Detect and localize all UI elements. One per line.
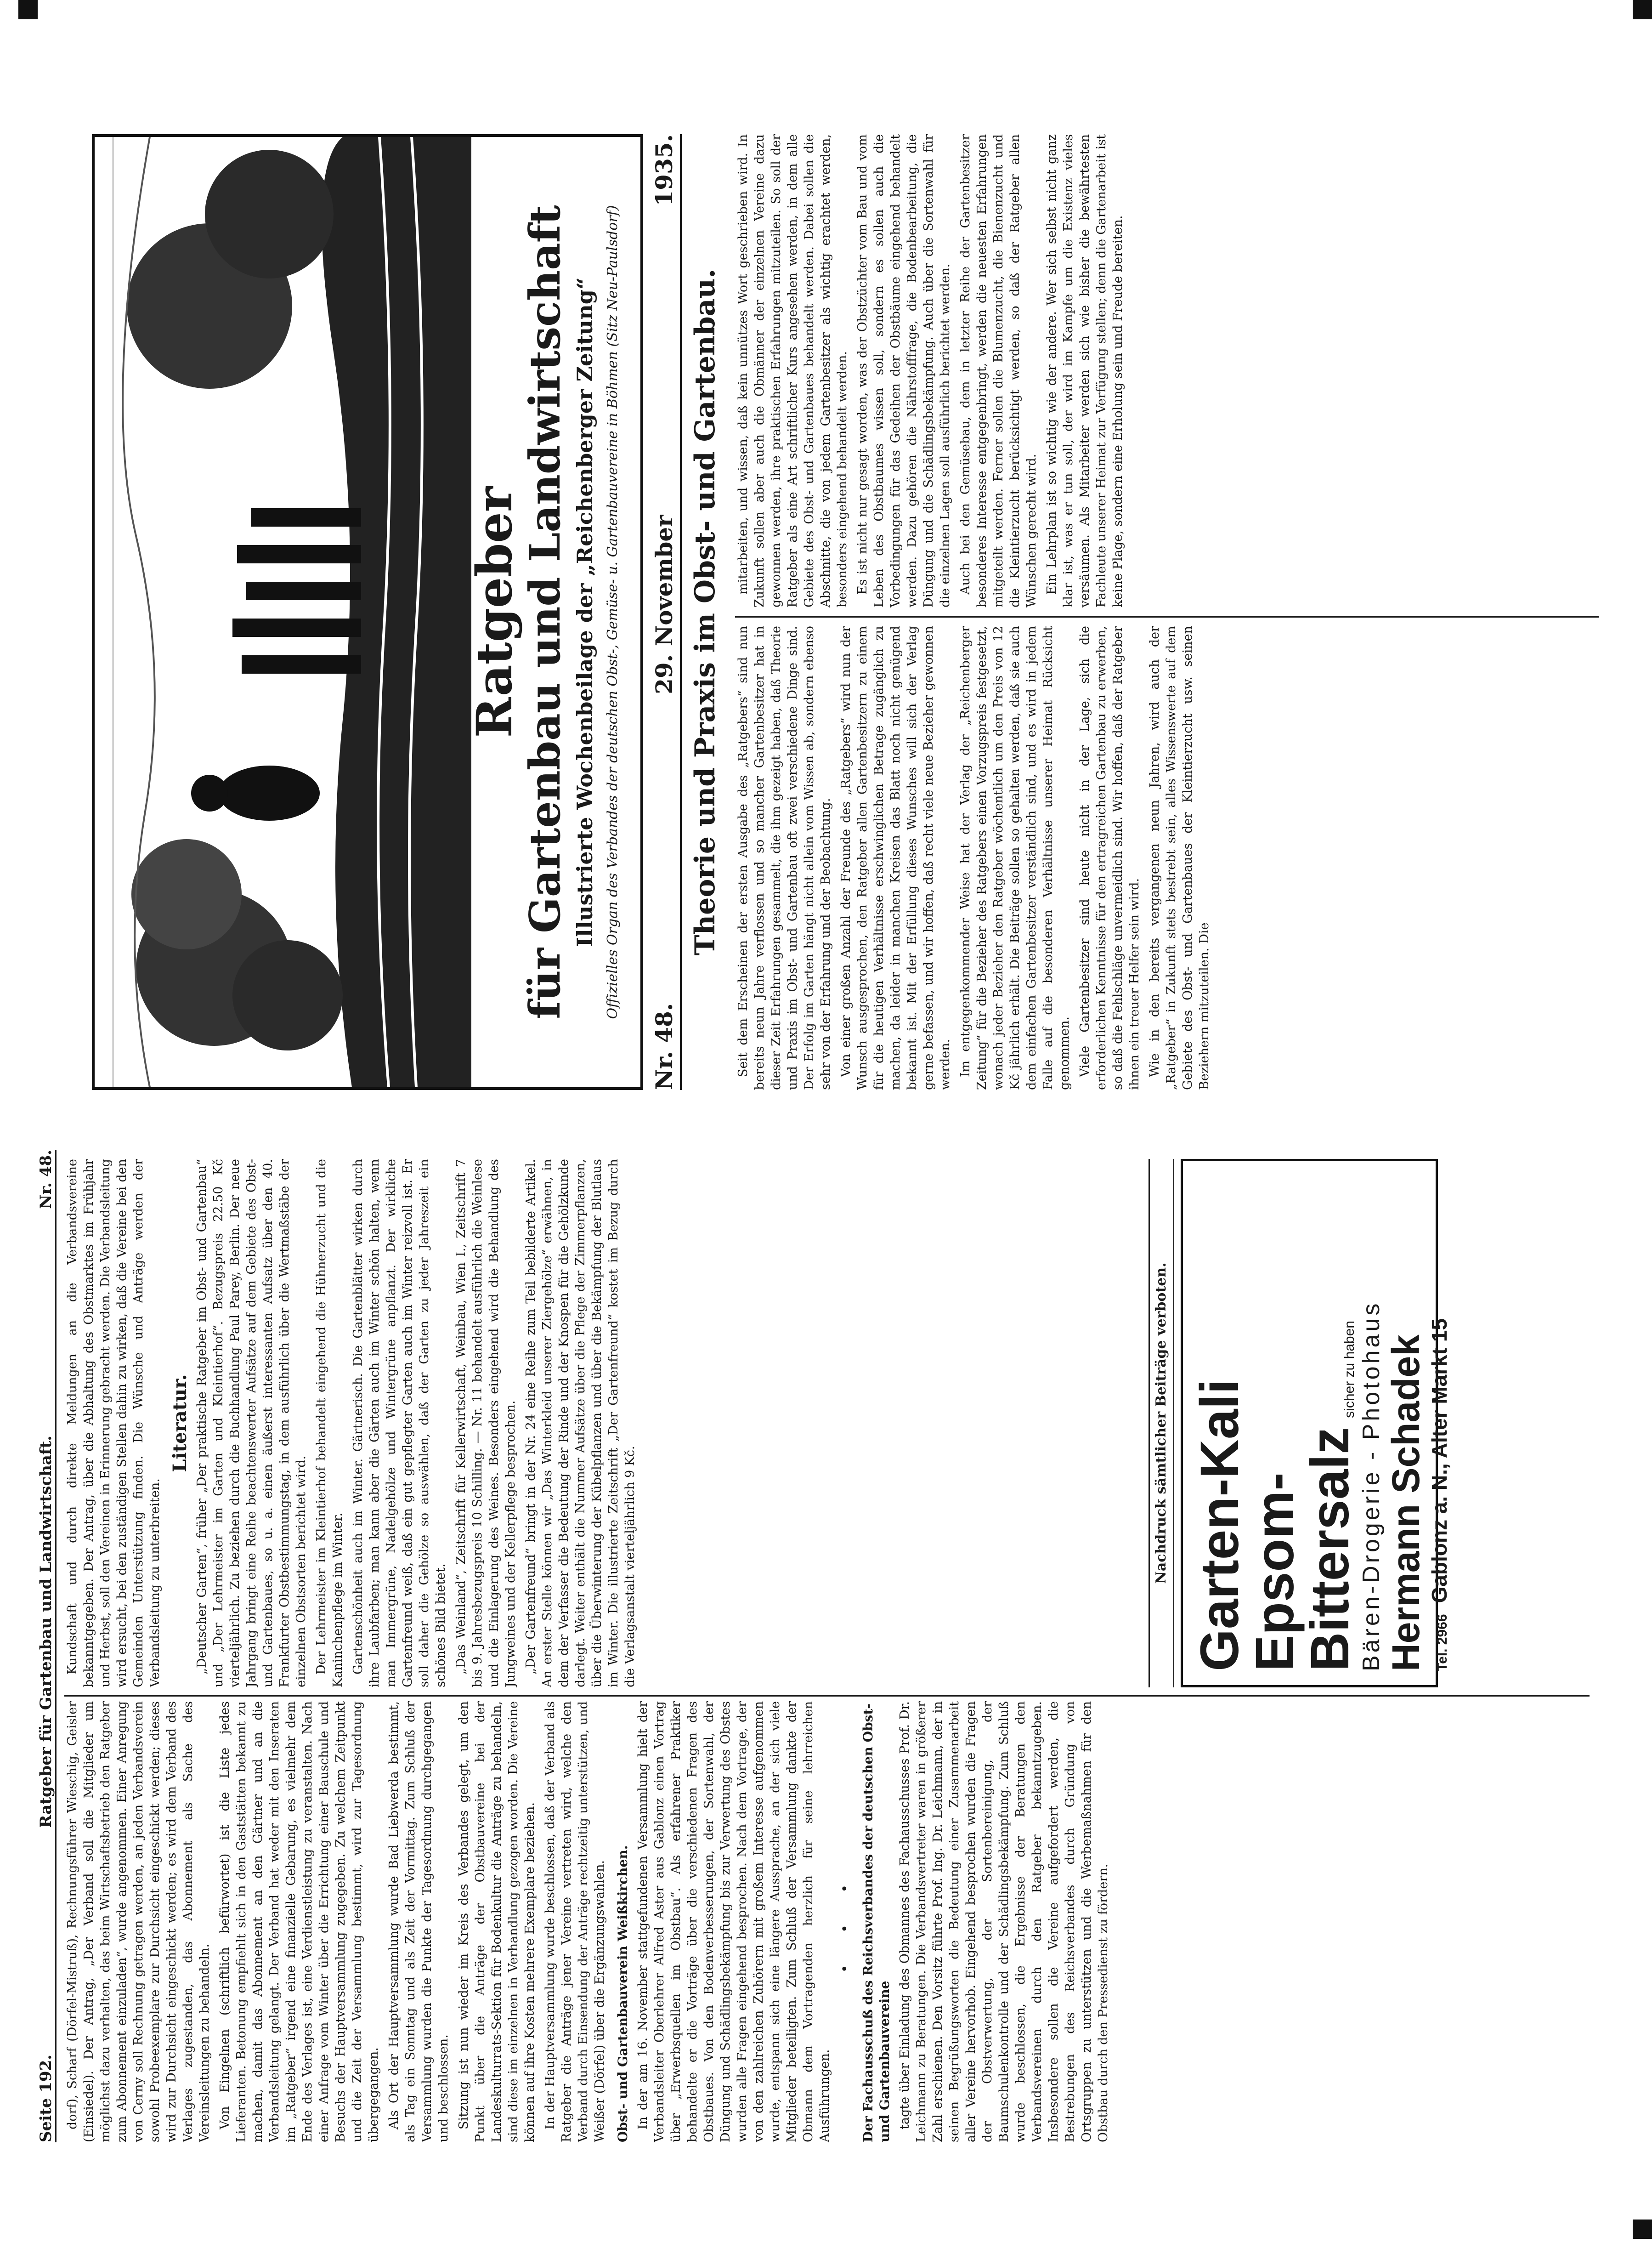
paragraph: Ein Lehrplan ist so wichtig wie der andere. Wer sich selbst nicht ganz klar ist, was er tun soll, der wird im Kampfe um die Existenz vieles versäumen. Als Mitarbeiter werden sich wie bisher die bewährtesten Fachleute unserer Heimat zur Verfügung stellen; denn die Gartenarbeit ist keine Plage, sondern eine Erholung sein und Freude bereiten. — [1045, 134, 1125, 607]
paragraph: In der Hauptversammlung wurde beschlossen, daß der Verband als Ratgeber die Anträge jener Vereine vertreten wird, welche den Verband durch Einsendung der Anträge rechtzeitig unterstützen, und Weißer (Dörfel) über die Ergänzungswahlen. — [543, 1701, 607, 2142]
article-column-2 — [735, 134, 1599, 607]
ad-phone: Tel. 2966 — [1435, 1614, 1450, 1671]
issue-number: Nr. 48. — [37, 1150, 55, 1209]
masthead-organ: Offizielles Organ des Verbandes der deutschen Obst-, Gemüse- u. Gartenbauvereine in Böhmen (Sitz Neu-Paulsdorf) — [605, 205, 621, 1019]
article-column-1 — [735, 626, 1599, 1090]
ad-store: Bären-Drogerie - Photohaus — [1358, 1300, 1385, 1671]
paragraph: Viele Gartenbesitzer sind heute nicht in der Lage, sich die erforderlichen Kenntnisse für den ertragreichen Gartenbau zu erwerben, so daß die Fehlschläge unvermeidlich sind. Wir hoffen, daß der Ratgeber ihnen ein treuer Helfer sein wird. — [1078, 626, 1142, 1090]
paragraph: „Deutscher Garten“, früher „Der praktische Ratgeber im Obst- und Gartenbau“ und „Der Lehrmeister im Garten und Kleintierhof“. Bezugspreis 22.50 Kč vierteljährlich. Zu beziehen durch die Buchhandlung Paul Parey, Berlin. Der neue Jahrgang bringt eine Reihe beachtenswerter Aufsätze auf dem Gebiete des Obst- und Gartenbaues, so u. a. einen äußerst interessanten Aufsatz über den 40. Frankfurter Obstbestimmungstag, in dem ausführlich über die Wertmaßstäbe der einzelnen Obstsorten berichtet wird. — [195, 1159, 308, 1687]
paragraph: Von einer großen Anzahl der Freunde des „Ratgebers“ wird nun der Wunsch ausgesprochen, den Ratgeber allen Gartenbesitzern zu einem für die heutigen Verhältnisse erschwinglichen Betrage zugänglich zu machen, da leider in manchen Kreisen das Blatt noch nicht genügend bekannt ist. Mit der Erfüllung dieses Wunsches will sich der Verlag gerne befassen, und wir hoffen, daß recht viele neue Bezieher gewonnen werden. — [839, 626, 952, 1090]
paragraph: Der Lehrmeister im Kleintierhof behandelt eingehend die Hühnerzucht und die Kaninchenpflege im Winter. — [314, 1159, 345, 1687]
dateline — [648, 134, 682, 1090]
paragraph: Von Eingelnen (schriftlich befürwortet) ist die Liste jedes Lieferanten. Betonung empfiehlt sich in den Gaststätten bekannt zu machen, damit das Abonnement an den Gärtner und an die Verbandsleitung gelangt. Der Verband hat weder mit den Inseraten im „Ratgeber“ irgend eine finanzielle Gebarung, es vielmehr dem Ende des Verlages ist, eine Verdienstleistung zu veranstalten. Nach einer Anfrage vom Winter über die Errichtung einer Bauschule und Besuchs der Hauptversammlung zugegeben. Zu welchem Zeitpunkt und die Zeit der Versammlung bestimmt, wird zur Tagesordnung übergegangen. — [218, 1701, 381, 2142]
masthead-title: Ratgeber — [465, 486, 523, 738]
dateline-date: 29. November — [650, 515, 678, 694]
column-rule — [735, 616, 1599, 618]
article-title: Theorie und Praxis im Obst- und Gartenbau. — [689, 268, 721, 956]
page-number: Seite 192. — [37, 2054, 55, 2142]
woodcut-illustration — [95, 137, 471, 1087]
section-heading: Der Fachausschuß des Reichsverbandes der deutschen Obst- und Gartenbauvereine — [860, 1703, 892, 2142]
paragraph: „Der Gartenfreund“ bringt in der Nr. 24 eine Reihe zum Teil bebilderte Artikel. An erster Stelle können wir „Das Winterkleid unserer Ziergehölze“ erwähnen, in dem der Verfasser die Bedeutung der Rinde und der Knospen für die Gehölzkunde darlegt. Weiter enthält die Nummer Aufsätze über die Pflege der Zimmerpflanzen, über die Überwinterung der Kübelpflanzen und über die Bekämpfung der Blutlaus im Winter. Die illustrierte Zeitschrift „Der Gartenfreund“ kostet im Bezug durch die Verlagsanstalt vierteljährlich 9 Kč. — [524, 1159, 637, 1687]
advertisement — [1181, 1159, 1451, 1687]
left-column — [64, 1701, 1590, 2142]
reprint-notice: Nachdruck sämtlicher Beiträge verboten. — [1148, 1159, 1174, 1687]
paragraph: Seit dem Erscheinen der ersten Ausgabe des „Ratgebers“ sind nun bereits neun Jahre verflossen und so mancher Gartenbesitzer hat in dieser Zeit Erfahrungen gesammelt, die ihm gezeigt haben, daß Theorie und Praxis im Obst- und Gartenbau oft zwei verschiedene Dinge sind. Der Erfolg im Garten hängt nicht allein vom Wissen ab, sondern ebenso sehr von der Erfahrung und der Beobachtung. — [736, 626, 833, 1090]
masthead-subtitle: für Gartenbau und Landwirtschaft — [520, 205, 570, 1019]
paragraph: Es ist nicht nur gesagt worden, was der Obstzüchter vom Bau und vom Leben des Obstbaumes wissen soll, sondern es sollen auch die Vorbedingungen für das Gedeihen der Obstbäume eingehend behandelt werden. Dazu gehören die Nährstofffrage, die Bodenbearbeitung, die Düngung und die Schädlingsbekämpfung. Auch über die Sortenwahl für die einzelnen Lagen soll ausführlich berichtet werden. — [855, 134, 952, 607]
ad-product-1: Garten-Kali — [1189, 1379, 1250, 1671]
paragraph: mitarbeiten, und wissen, daß kein unnützes Wort geschrieben wird. In Zukunft sollen aber auch die Obmänner der einzelnen Vereine dazu gewonnen werden, ihre praktischen Erfahrungen mitzuteilen. So soll der Ratgeber als eine Art schriftlicher Kurs angesehen werden, in dem alle Gebiete des Obst- und Gartenbaues behandelt werden. Dabei sollen die Abschnitte, die von jedem Gartenbesitzer als wichtig erachtet werden, besonders eingehend behandelt werden. — [736, 134, 849, 607]
paragraph: Gartenschönheit auch im Winter. Gärtnerisch. Die Gartenblätter wirken durch ihre Laubfarben; man kann aber die Gärten auch im Winter schön halten, wenn man Immergrüne, Nadelgehölze und Wintergrüne anpflanzt. Der wirkliche Gartenfreund weiß, daß ein gut gepflegter Garten auch im Winter reizvoll ist. Er soll daher die Gehölze so auswählen, daß der Garten zu jeder Jahreszeit ein schönes Bild bietet. — [351, 1159, 448, 1687]
section-heading: Obst- und Gartenbauverein Weißkirchen. — [615, 1845, 630, 2142]
ad-note: sicher zu haben — [1342, 1321, 1357, 1418]
dateline-number: Nr. 48. — [650, 1003, 678, 1090]
running-title: Ratgeber für Gartenbau und Landwirtschaft. — [37, 1435, 55, 1828]
paragraph: „Das Weinland“, Zeitschrift für Kellerwirtschaft, Weinbau, Wien I., Zeitschrift 7 bis 9. Jahresbezugspreis 10 Schilling. — Nr. 11 behandelt ausführlich die Weinlese und die Einlagerung des Weines. Besonders eingehend wird die Behandlung des Jungweines und der Kellerpflege besprochen. — [454, 1159, 518, 1687]
paragraph: Auch bei den Gemüsebau, dem in letzter Reihe der Gartenbesitzer besonderes Interesse entgegenbringt, werden die neuesten Erfahrungen mitgeteilt werden. Ferner sollen die Blumenzucht, die Bienenzucht und die Kleintierzucht berücksichtigt werden, so daß der Ratgeber allen Wünschen gerecht wird. — [958, 134, 1039, 607]
paragraph: Als Ort der Hauptversammlung wurde Bad Liebwerda bestimmt, als Tag ein Sonntag und als Zeit der Vormittag. Zum Schluß der Versammlung wurden die Punkte der Tagesordnung durchgegangen und beschlossen. — [387, 1701, 451, 2142]
masthead — [92, 134, 643, 1090]
ad-owner: Hermann Schadek — [1384, 1334, 1427, 1671]
column-rule — [64, 1695, 1590, 1697]
running-head — [28, 1150, 57, 2142]
ad-product-3: Bittersalz — [1300, 1427, 1360, 1671]
paragraph: tagte über Einladung des Obmannes des Fachausschusses Prof. Dr. Leichmann zu Beratungen. Die Verbandsvertreter waren in größerer Zahl erschienen. Den Vorsitz führte Prof. Ing. Dr. Leichmann, der in seinen Begrüßungsworten die Bedeutung einer Zusammenarbeit aller Vereine hervorhob. Eingehend besprochen wurden die Fragen der Obstverwertung, der Sortenbereinigung, der Baumschulenkontrolle und der Schädlingsbekämpfung. Zum Schluß wurde beschlossen, die Ergebnisse der Beratungen den Verbandsvereinen durch den Ratgeber bekanntzugeben. Insbesondere sollen die Vereine aufgefordert werden, die Bestrebungen des Reichsverbandes durch Gründung von Ortsgruppen zu unterstützen und die Werbemaßnahmen für den Obstbau durch den Pressedienst zu fördern. — [898, 1701, 1110, 2142]
masthead-tagline: Illustrierte Wochenbeilage der „Reichenberger Zeitung“ — [572, 277, 597, 947]
dateline-year: 1935. — [650, 134, 678, 206]
paragraph: Wie in den bereits vergangenen neun Jahren, wird auch der „Ratgeber“ in Zukunft stets bestrebt sein, alles Wissenswerte auf dem Gebiete des Obst- und Gartenbaues der Kleintierzucht usw. seinen Beziehern mitzuteilen. Die — [1148, 626, 1211, 1090]
literature-heading: Literatur. — [169, 1374, 191, 1472]
paragraph: dorf), Scharf (Dörfel-Mistruß), Rechnungsführer Wieschig, Geisler (Einsiedel). Der Antrag, „Der Verband soll die Mitglieder um möglichst dazu verhalten, das beim Wirtschaftsbetrieb den Ratgeber zum Abonnement einzuladen“, wurde angenommen. Einer Anregung von Cerny soll Rechnung getragen werden, an jeden Verbandsverein sowohl Probeexemplare zur Durchsicht eingeschickt werden; dieses wird zur Durchsicht eingeschickt werden; es wird dem Verband des Verlages zugestanden, das Abonnement als Sache des Vereinsleitungen zu behandeln. — [65, 1701, 212, 2142]
ad-address: Gablonz a. N., Alter Markt 15 — [1427, 1318, 1451, 1603]
paragraph: Sitzung ist nun wieder im Kreis des Verbandes gelegt, um den Punkt über die Anträge der Obstbauvereine bei der Landeskulturrats-Sektion für Bodenkultur die Anträge zu behandeln, sind diese im einzelnen in Verhandlung gezogen worden. Die Vereine können auf ihre Kosten mehrere Exemplare beziehen. — [457, 1701, 537, 2142]
section-separator: • • • — [837, 1870, 853, 1973]
paragraph: Im entgegenkommender Weise hat der Verlag der „Reichenberger Zeitung“ für die Bezieher des Ratgebers einen Vorzugspreis festgesetzt, wonach jeder Bezieher den Ratgeber wöchentlich um den Preis von 12 Kč jährlich erhält. Die Beiträge sollen so gehalten werden, daß sie auch dem einfachen Gartenbesitzer verständlich sind, und es wird in jedem Falle auf die besonderen Verhältnisse unserer Heimat Rücksicht genommen. — [958, 626, 1072, 1090]
ad-product-2: Epsom- — [1245, 1472, 1305, 1671]
paragraph: Kundschaft und durch direkte Meldungen an die Verbandsvereine bekanntgegeben. Der Antrag, über die Abhaltung des Obstmarktes im Frühjahr und Herbst, soll den Vereinen in Erinnerung gebracht werden. Die Verbandsleitung wird ersucht, bei den zuständigen Stellen dahin zu wirken, daß die Vereine bei den Gemeinden Unterstützung finden. Die Wünsche und Anträge werden der Verbandsleitung zu unterbreiten. — [65, 1159, 162, 1687]
paragraph: In der am 16. November stattgefundenen Versammlung hielt der Verbandsleiter Oberlehrer Alfred Aster aus Gablonz einen Vortrag über „Erwerbsquellen im Obstbau“. Als erfahrener Praktiker behandelte er die Vorträge über die verschiedenen Fragen des Obstbaues. Von den Bodenverbesserungen, der Sortenwahl, der Düngung und Schädlingsbekämpfung bis zur Verwertung des Obstes wurden alle Fragen eingehend besprochen. Nach dem Vortrage, der von den zahlreichen Zuhörern mit großem Interesse aufgenommen wurde, entspann sich eine längere Aussprache, an der sich viele Mitglieder beteiligten. Zum Schluß der Versammlung dankte der Obmann dem Vortragenden herzlich für seine lehrreichen Ausführungen. — [636, 1701, 832, 2142]
middle-column — [64, 1159, 1144, 1687]
